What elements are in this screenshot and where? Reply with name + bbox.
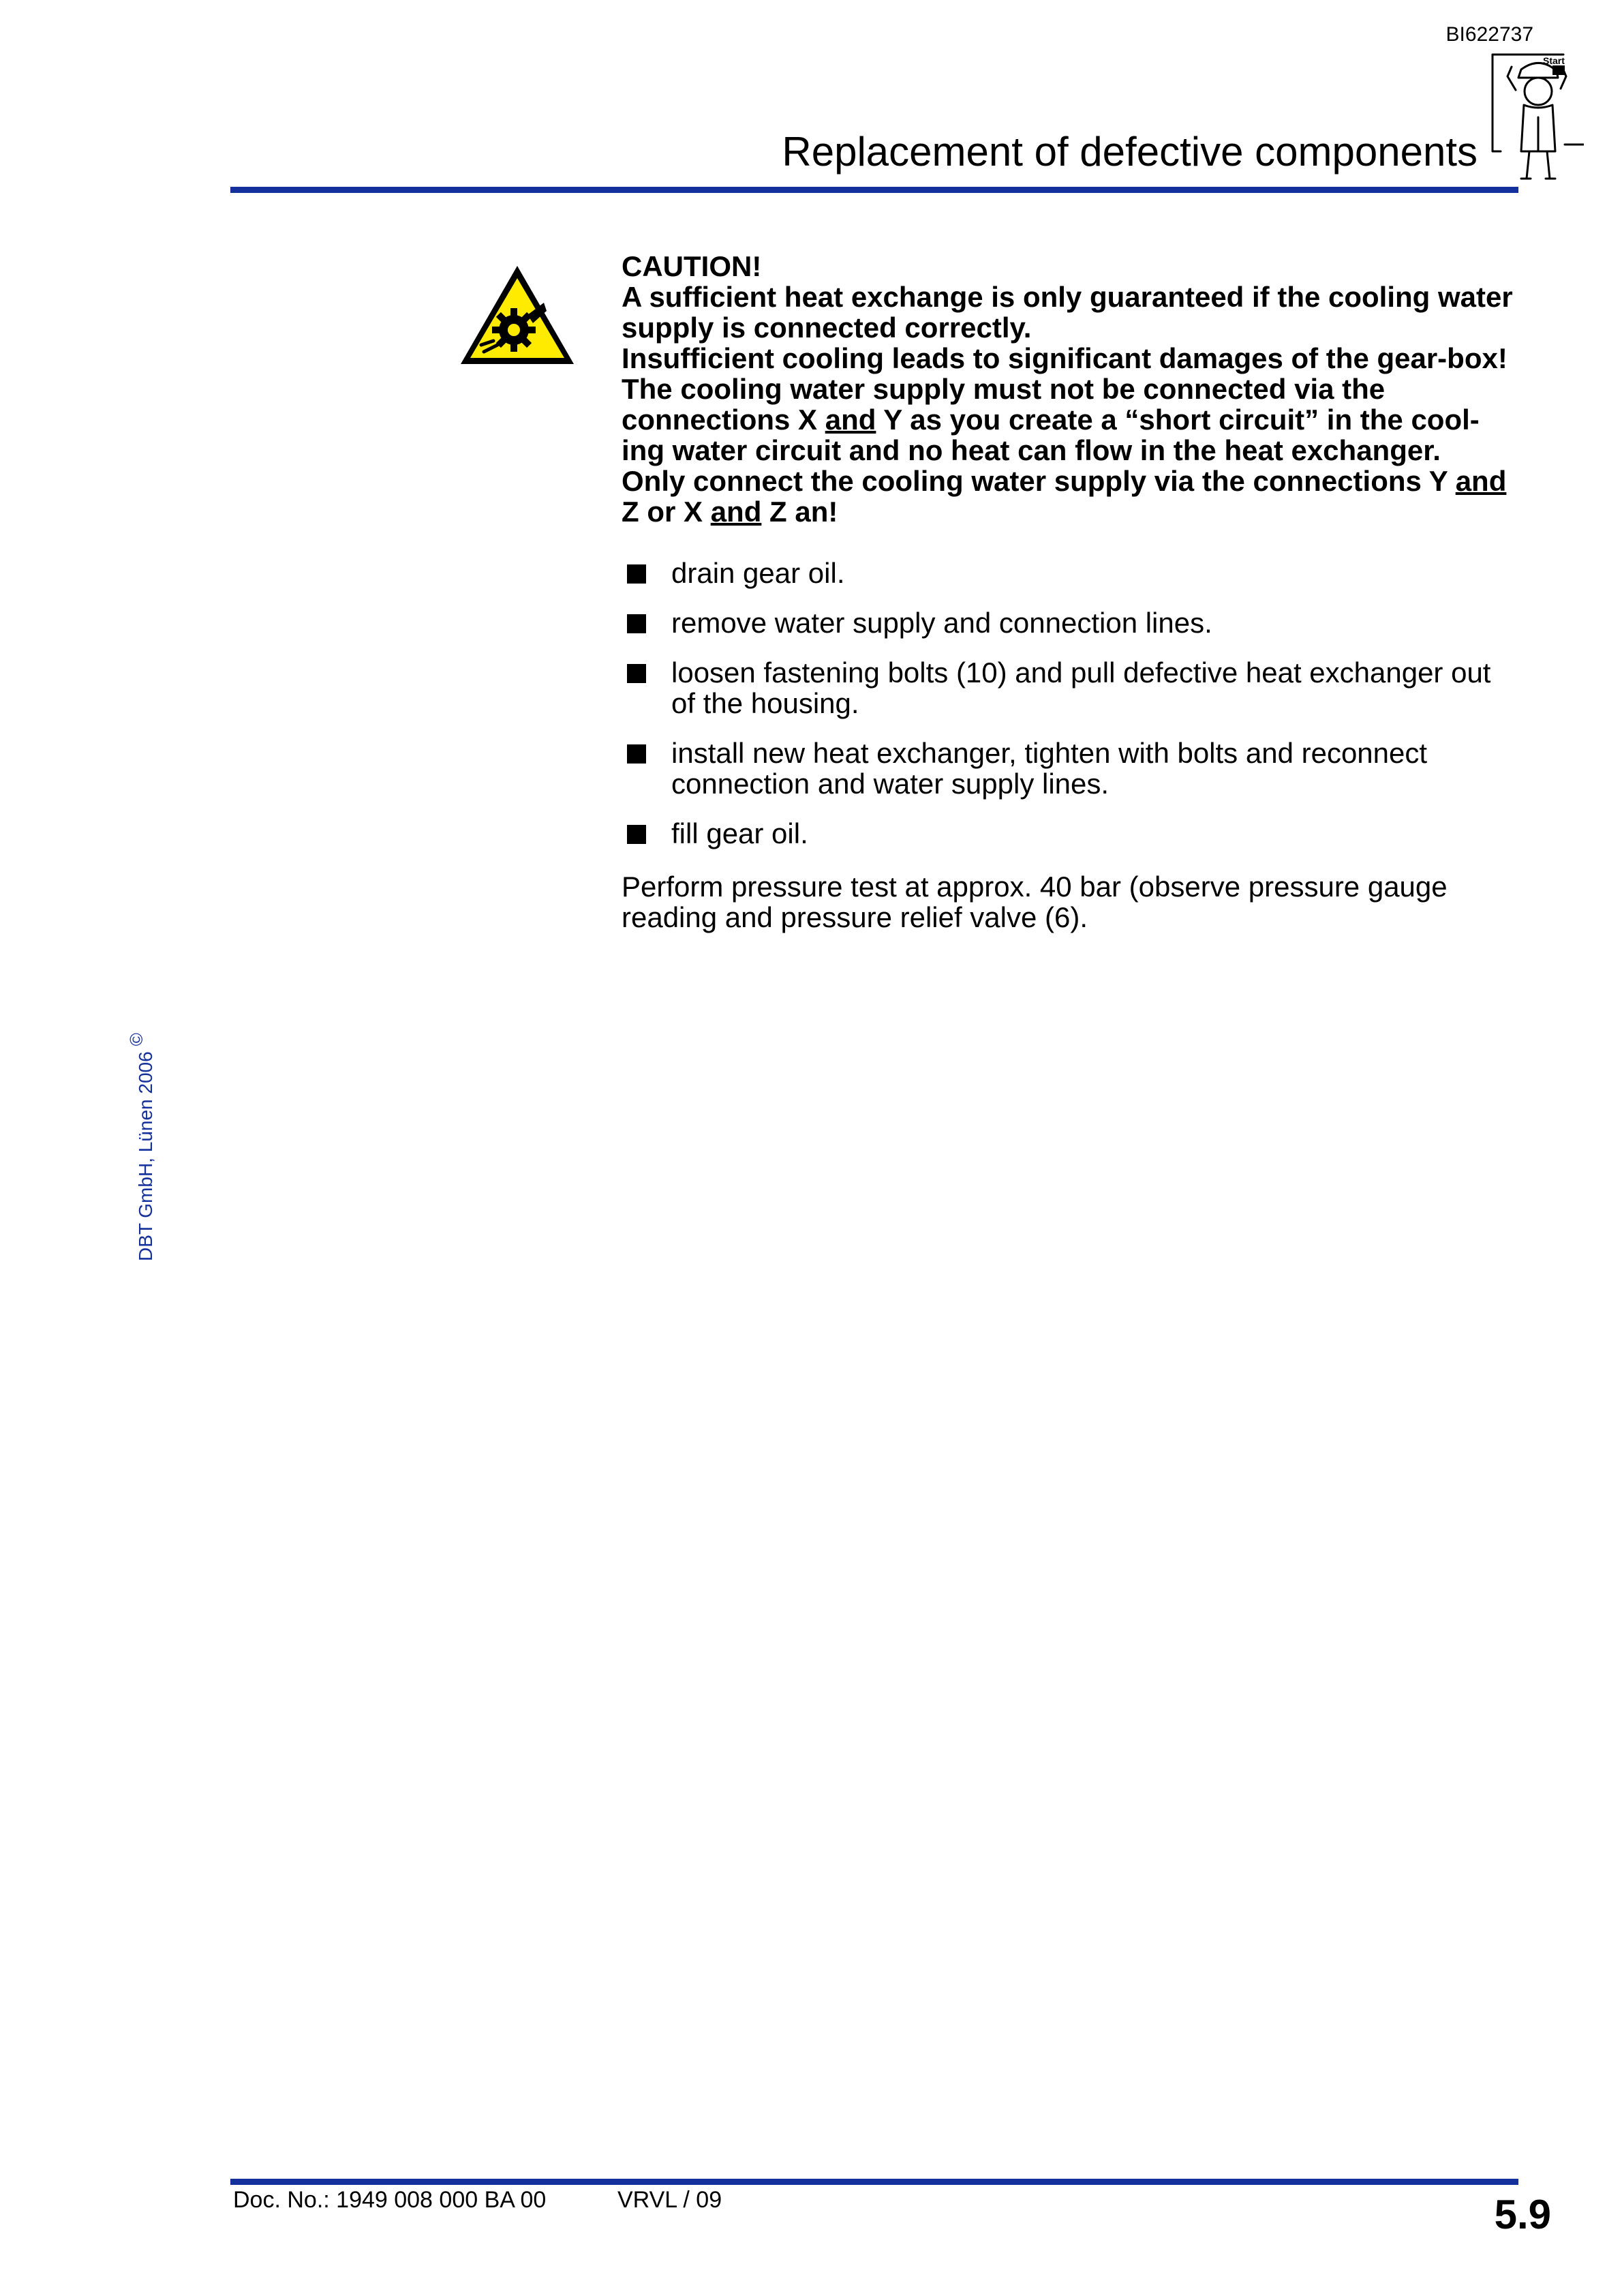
list-item: drain gear oil. bbox=[622, 558, 1521, 588]
caution-line-3: Only connect the cooling water supply via the connections Y and Z or X and Z an! bbox=[622, 465, 1507, 528]
document-id: BI622737 bbox=[1445, 23, 1533, 46]
list-item: fill gear oil. bbox=[622, 818, 1521, 849]
bullet-square-icon bbox=[627, 564, 646, 584]
bullet-square-icon bbox=[627, 825, 646, 844]
caution-heading: CAUTION! bbox=[622, 250, 762, 282]
page-number: 5.9 bbox=[1494, 2192, 1551, 2237]
header-rule bbox=[230, 187, 1518, 193]
list-item: remove water supply and connection lines. bbox=[622, 607, 1521, 638]
caution-line-1: A sufficient heat exchange is only guaranteed if the cooling water supply is connected correctly. bbox=[622, 281, 1513, 344]
bullet-square-icon bbox=[627, 744, 646, 764]
start-worker-icon bbox=[1488, 49, 1584, 185]
warning-gear-icon bbox=[457, 262, 578, 368]
list-item: loosen fastening bolts (10) and pull defective heat exchanger out of the housing. bbox=[622, 657, 1521, 719]
caution-line-2: Insufficient cooling leads to significant damages of the gear-box! The cooling water supply must not be connected via the connections X and Y as you create a “short circuit” in the cool-ing water circuit and no heat can flow in the heat exchanger. bbox=[622, 342, 1508, 466]
page-title: Replacement of defective components bbox=[782, 129, 1478, 175]
pressure-test-note: Perform pressure test at approx. 40 bar (observe pressure gauge reading and pressure relief valve (6). bbox=[622, 871, 1448, 933]
copyright-notice: DBT GmbH, Lünen 2006© bbox=[126, 1033, 156, 1261]
caution-block bbox=[622, 251, 1521, 527]
document-version: VRVL / 09 bbox=[617, 2187, 722, 2213]
bullet-square-icon bbox=[627, 664, 646, 683]
bullet-square-icon bbox=[627, 614, 646, 633]
step-list bbox=[622, 558, 1521, 868]
document-number: Doc. No.: 1949 008 000 BA 00 bbox=[233, 2187, 547, 2213]
footer-rule bbox=[230, 2179, 1518, 2185]
logo-label: Start bbox=[1543, 55, 1565, 66]
copyright-symbol: © bbox=[126, 1033, 147, 1046]
list-item: install new heat exchanger, tighten with bolts and reconnect connection and water supply lines. bbox=[622, 738, 1521, 799]
